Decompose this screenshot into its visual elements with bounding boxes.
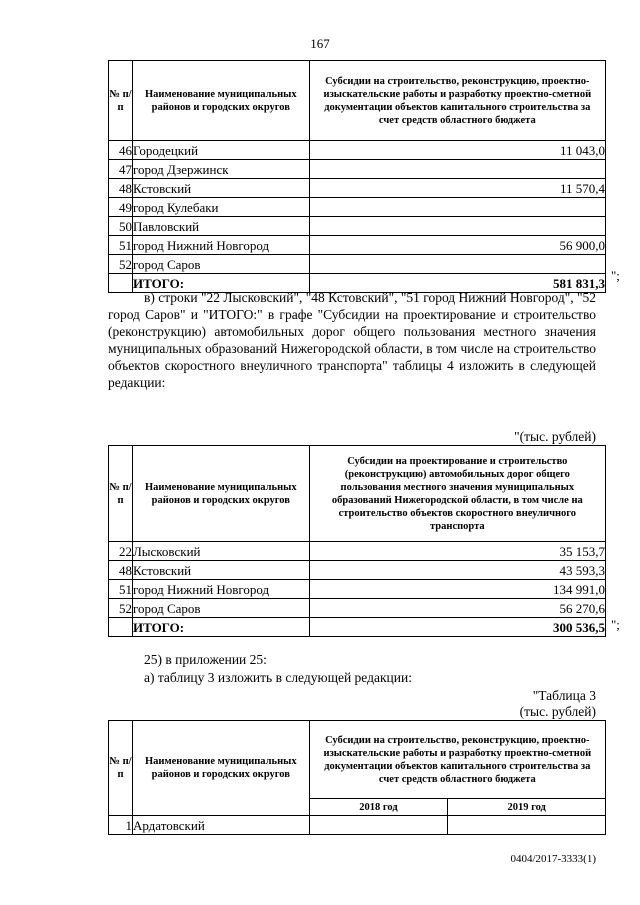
table-2-tail: "; (611, 617, 620, 632)
col-name-header: Наименование муниципальных районов и городских округов (132, 61, 309, 141)
row-name: Городецкий (132, 141, 309, 160)
row-value: 43 593,3 (309, 561, 605, 580)
item-a: а) таблицу 3 изложить в следующей редакции: (144, 670, 412, 685)
col-num-header: № п/п (109, 721, 133, 816)
row-number: 22 (109, 542, 133, 561)
total-label: ИТОГО: (132, 274, 309, 293)
row-number: 52 (109, 255, 133, 274)
table-1 (108, 60, 606, 293)
table-3-title: "Таблица 3 (532, 688, 596, 703)
col-year-2018: 2018 год (309, 799, 448, 816)
row-number: 52 (109, 599, 133, 618)
row-number: 49 (109, 198, 133, 217)
row-value-2018 (309, 816, 448, 835)
row-name: Павловский (132, 217, 309, 236)
row-value-2019 (448, 816, 606, 835)
table-row (109, 816, 606, 835)
table-row (109, 236, 606, 255)
table-row (109, 141, 606, 160)
table-row (109, 542, 606, 561)
section-25: 25) в приложении 25: (144, 652, 267, 667)
row-number: 50 (109, 217, 133, 236)
table-3 (108, 720, 606, 835)
row-value (309, 255, 605, 274)
row-number: 1 (109, 816, 133, 835)
col-subsidy-header: Субсидии на проектирование и строительство (реконструкцию) автомобильных дорог общего пользования местного значения муниципальных образований Нижегородской области, в том числе на строительство объектов скоростного внеуличного транспорта (309, 446, 605, 542)
table-row (109, 160, 606, 179)
col-name-header: Наименование муниципальных районов и городских округов (132, 721, 309, 816)
units-label-2: "(тыс. рублей) (514, 429, 596, 444)
row-name: город Дзержинск (132, 160, 309, 179)
table-row (109, 179, 606, 198)
row-value: 11 043,0 (309, 141, 605, 160)
table-2 (108, 445, 606, 637)
page-number: 167 (310, 36, 330, 51)
table-row (109, 255, 606, 274)
row-value: 134 991,0 (309, 580, 605, 599)
row-value (309, 160, 605, 179)
row-number: 48 (109, 561, 133, 580)
col-year-2019: 2019 год (448, 799, 606, 816)
row-number: 48 (109, 179, 133, 198)
row-name: Лысковский (132, 542, 309, 561)
table-row (109, 198, 606, 217)
col-subsidy-header: Субсидии на строительство, реконструкцию, проектно-изыскательские работы и разработку проектно-сметной документации объектов капитального строительства за счет средств областного бюджета (309, 61, 605, 141)
col-name-header: Наименование муниципальных районов и городских округов (132, 446, 309, 542)
row-value: 56 270,6 (309, 599, 605, 618)
row-number: 47 (109, 160, 133, 179)
row-number: 46 (109, 141, 133, 160)
paragraph-v: в) строки "22 Лысковский", "48 Кстовский", "51 город Нижний Новгород", "52 город Саров" и "ИТОГО:" в графе "Субсидии на проектирование и строительство (реконструкцию) автомобильных дорог общего пользования местного значения муниципальных образований Нижегородской области, в том числе на строительство объектов скоростного внеуличного транспорта" таблицы 4 изложить в следующей редакции: (108, 290, 596, 390)
row-value (309, 217, 605, 236)
table-row (109, 599, 606, 618)
row-name: город Саров (132, 599, 309, 618)
row-number: 51 (109, 580, 133, 599)
col-num-header: № п/п (109, 61, 133, 141)
total-num-cell (109, 618, 133, 637)
table-row (109, 561, 606, 580)
total-row (109, 618, 606, 637)
total-label: ИТОГО: (132, 618, 309, 637)
row-name: Кстовский (132, 561, 309, 580)
row-name: город Кулебаки (132, 198, 309, 217)
total-value: 581 831,3 (309, 274, 605, 293)
col-num-header: № п/п (109, 446, 133, 542)
units-label-3: (тыс. рублей) (519, 704, 596, 719)
row-name: город Нижний Новгород (132, 580, 309, 599)
row-name: город Саров (132, 255, 309, 274)
row-value: 35 153,7 (309, 542, 605, 561)
row-value (309, 198, 605, 217)
row-value: 56 900,0 (309, 236, 605, 255)
row-name: Ардатовский (132, 816, 309, 835)
row-number: 51 (109, 236, 133, 255)
table-row (109, 217, 606, 236)
row-name: город Нижний Новгород (132, 236, 309, 255)
table-row (109, 580, 606, 599)
total-value: 300 536,5 (309, 618, 605, 637)
document-code: 0404/2017-3333(1) (510, 853, 596, 865)
table-1-tail: "; (611, 268, 620, 283)
row-name: Кстовский (132, 179, 309, 198)
col-subsidy-header: Субсидии на строительство, реконструкцию, проектно-изыскательские работы и разработку проектно-сметной документации объектов капитального строительства за счет средств областного бюджета (309, 721, 605, 799)
row-value: 11 570,4 (309, 179, 605, 198)
